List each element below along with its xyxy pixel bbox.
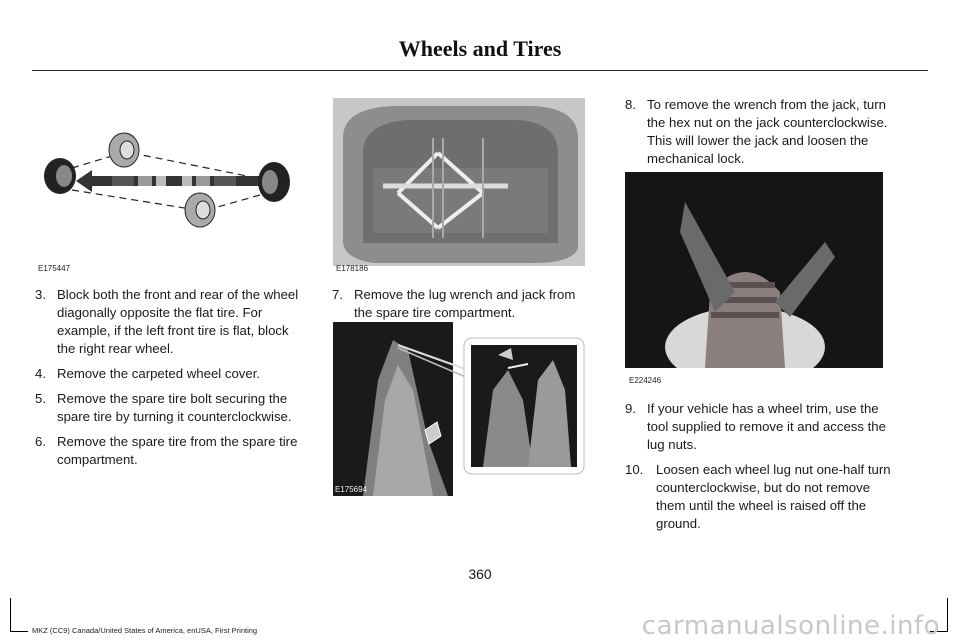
figure-label: E224246 — [629, 376, 662, 385]
steps-column-3-continued — [625, 400, 899, 540]
watermark: carmanualsonline.info — [641, 611, 940, 641]
spare-compartment-figure — [333, 98, 585, 276]
steps-column-2 — [332, 286, 594, 329]
step-item: 7. Remove the lug wrench and jack from the spare tire compartment. — [332, 287, 576, 320]
page-number: 360 — [468, 566, 492, 582]
crop-mark-bottom-left-h — [10, 631, 28, 632]
step-item: 9. If your vehicle has a wheel trim, use the tool supplied to remove it and access the lug nuts. — [625, 401, 886, 452]
jack-closeup-figure — [625, 172, 883, 388]
spare-compartment-illustration — [333, 98, 585, 266]
step-item: 8. To remove the wrench from the jack, turn the hex nut on the jack counterclockwise. This will lower the jack and loosen the mechanical lock. — [625, 97, 888, 166]
tire-diagram-figure — [32, 98, 312, 276]
crop-mark-bottom-right-v — [947, 598, 948, 632]
step-item: 4. Remove the carpeted wheel cover. — [35, 366, 261, 381]
step-item: 3. Block both the front and rear of the wheel diagonally opposite the flat tire. For example, if the left front tire is flat, block the right rear wheel. — [35, 287, 299, 356]
step-item: 6. Remove the spare tire from the spare tire compartment. — [35, 434, 298, 467]
tire-diagram-illustration — [32, 98, 312, 276]
figure-label: E175447 — [38, 264, 71, 273]
footer-edition: MKZ (CC9) Canada/United States of America, enUSA, First Printing — [32, 626, 258, 635]
jack-wrench-illustration — [333, 320, 585, 496]
step-item: 10. Loosen each wheel lug nut one-half turn counterclockwise, but do not remove them until the wheel is raised off the ground. — [625, 462, 891, 531]
figure-label: E178186 — [336, 264, 369, 273]
steps-column-3 — [625, 96, 899, 175]
jack-wrench-figure — [333, 320, 585, 496]
header-rule — [32, 70, 928, 71]
step-item: 5. Remove the spare tire bolt securing the spare tire by turning it counterclockwise. — [35, 391, 292, 424]
crop-mark-bottom-left-v — [10, 598, 11, 632]
page-title: Wheels and Tires — [398, 36, 562, 61]
figure-label: E175694 — [335, 485, 368, 494]
steps-column-1 — [35, 286, 307, 476]
jack-closeup-illustration — [625, 172, 883, 368]
